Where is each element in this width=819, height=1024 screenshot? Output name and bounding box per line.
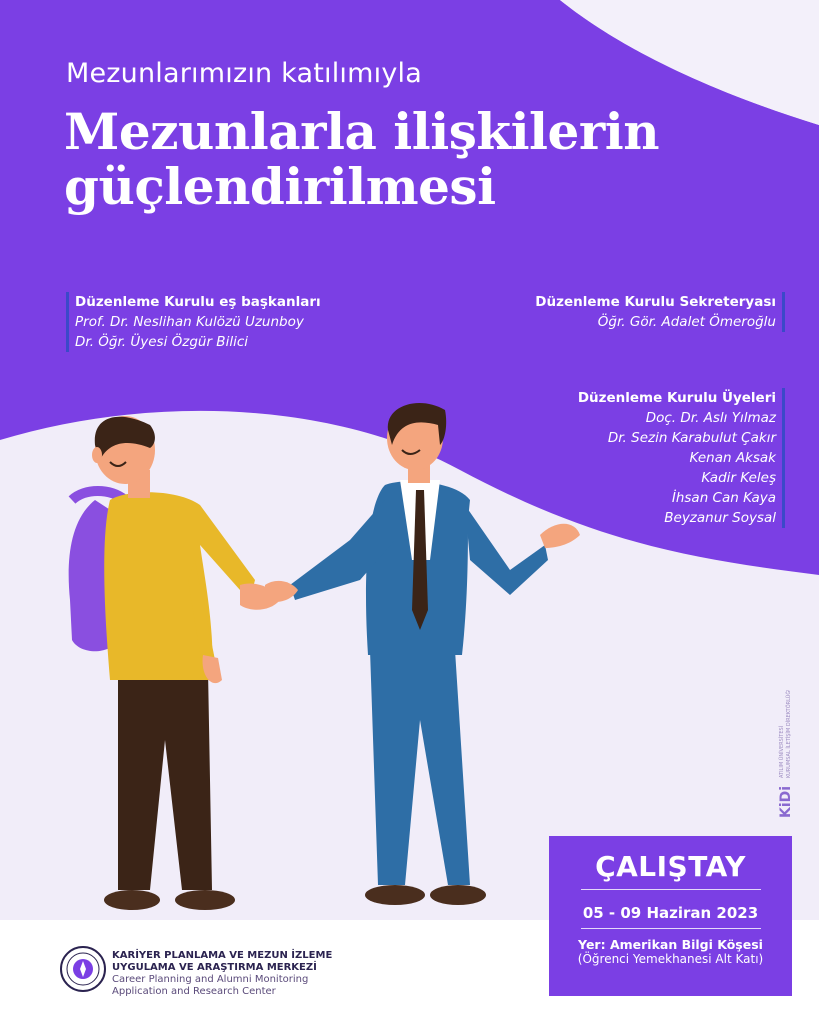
org-name-tr-1: KARİYER PLANLAMA VE MEZUN İZLEME bbox=[112, 950, 333, 961]
title-line-2: güçlendirilmesi bbox=[64, 157, 496, 216]
org-name-en-1: Career Planning and Alumni Monitoring bbox=[112, 974, 309, 985]
members-heading: Düzenleme Kurulu Üyeleri bbox=[577, 390, 776, 406]
secretariat-block bbox=[535, 292, 785, 332]
cochairs-heading: Düzenleme Kurulu eş başkanları bbox=[75, 294, 321, 310]
svg-text:KiDi: KiDi bbox=[778, 785, 794, 818]
secretariat-heading: Düzenleme Kurulu Sekreteryası bbox=[535, 294, 776, 310]
divider bbox=[581, 928, 761, 929]
title-line-1: Mezunlarla ilişkilerin bbox=[64, 102, 660, 161]
org-name-en-2: Application and Research Center bbox=[112, 986, 276, 997]
kidi-watermark bbox=[742, 690, 802, 820]
org-name-tr-2: UYGULAMA VE ARAŞTIRMA MERKEZİ bbox=[112, 962, 317, 973]
divider bbox=[581, 889, 761, 890]
university-seal-logo bbox=[60, 946, 106, 992]
member-name: Doç. Dr. Aslı Yılmaz bbox=[645, 410, 776, 426]
member-name: Kenan Aksak bbox=[689, 450, 776, 466]
workshop-date: 05 - 09 Haziran 2023 bbox=[582, 904, 759, 922]
workshop-info-box bbox=[549, 836, 792, 996]
svg-text:ATILIM ÜNİVERSİTESİ: ATILIM ÜNİVERSİTESİ bbox=[779, 725, 785, 778]
workshop-place: Yer: Amerikan Bilgi Köşesi bbox=[578, 937, 763, 952]
member-name: Kadir Keleş bbox=[701, 470, 776, 486]
cochairs-block bbox=[66, 292, 321, 352]
cochair-name: Prof. Dr. Neslihan Kulözü Uzunboy bbox=[75, 314, 304, 330]
kidi-watermark-graphic bbox=[742, 690, 802, 820]
workshop-place-detail: (Öğrenci Yemekhanesi Alt Katı) bbox=[577, 952, 764, 966]
members-block bbox=[578, 388, 785, 528]
cochair-name: Dr. Öğr. Üyesi Özgür Bilici bbox=[75, 334, 248, 350]
svg-text:KURUMSAL İLETİŞİM DİREKTÖRLÜĞÜ: KURUMSAL İLETİŞİM DİREKTÖRLÜĞÜ bbox=[786, 690, 792, 778]
member-name: İhsan Can Kaya bbox=[671, 490, 776, 506]
organization-info bbox=[112, 950, 332, 998]
workshop-title: ÇALIŞTAY bbox=[595, 850, 746, 883]
event-subtitle: Mezunlarımızın katılımıyla bbox=[66, 58, 422, 89]
secretariat-name: Öğr. Gör. Adalet Ömeroğlu bbox=[597, 314, 776, 330]
member-name: Dr. Sezin Karabulut Çakır bbox=[607, 430, 776, 446]
member-name: Beyzanur Soysal bbox=[664, 510, 776, 526]
event-title bbox=[64, 104, 784, 214]
